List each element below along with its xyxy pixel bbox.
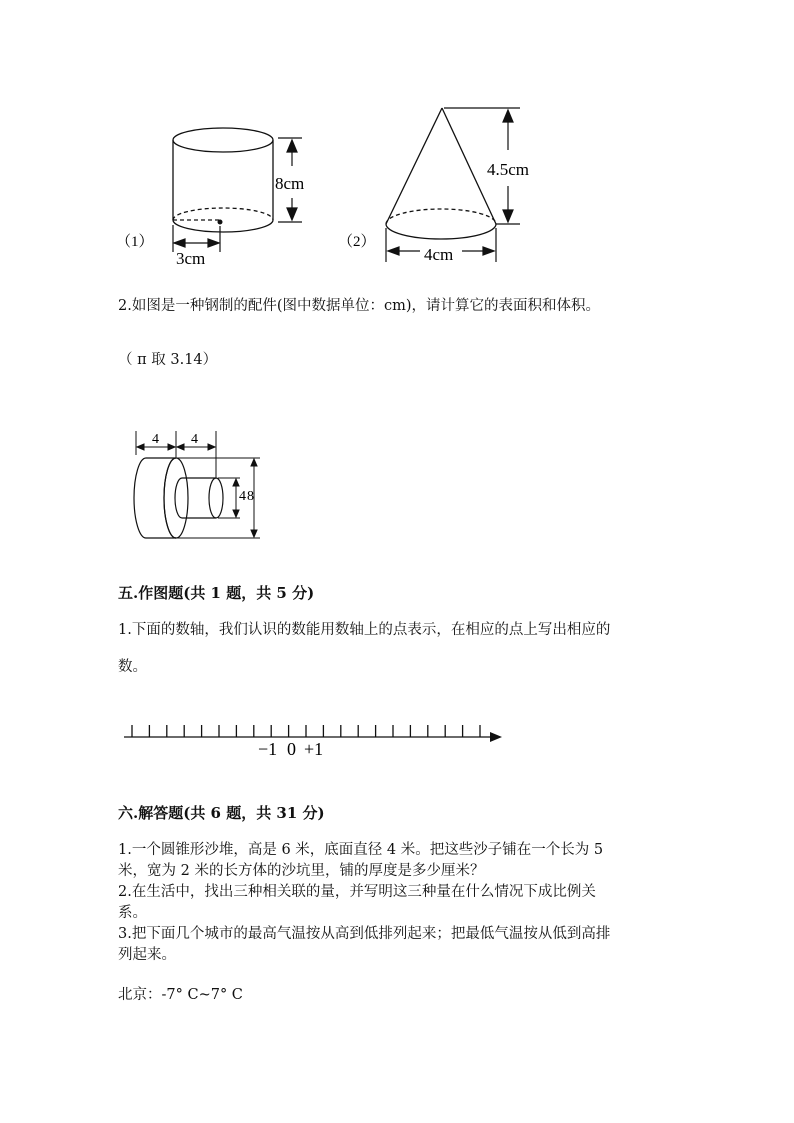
- length-left-label: 4: [152, 432, 159, 447]
- outer-diameter-label: 8: [247, 489, 254, 504]
- section-5-question-1-line-2: 数。: [118, 659, 147, 675]
- number-line: [118, 715, 508, 765]
- section-6-question-3-line-1: 3.把下面几个城市的最高气温按从高到低排列起来；把最低气温按从低到高排: [118, 926, 611, 942]
- cone-diameter-label: 4cm: [424, 245, 454, 264]
- section-5-question-1-line-1: 1.下面的数轴，我们认识的数能用数轴上的点表示，在相应的点上写出相应的: [118, 622, 611, 638]
- section-5-title: 五.作图题(共 1 题，共 5 分): [118, 584, 315, 602]
- cylinder-radius-dimension: [173, 225, 220, 252]
- question-2-pi-note: （ π 取 3.14）: [118, 352, 218, 368]
- steel-part-figure: [118, 425, 278, 545]
- number-line-arrow: [490, 732, 502, 742]
- inner-diameter-label: 4: [239, 489, 246, 504]
- axis-label-zero: 0: [287, 739, 296, 759]
- cylinder-radius-label: 3cm: [176, 249, 206, 268]
- figure-label-1: （1）: [116, 234, 154, 250]
- question-2-text: 2.如图是一种钢制的配件(图中数据单位：cm)，请计算它的表面积和体积。: [118, 298, 601, 314]
- cylinder-drawing: [173, 128, 273, 232]
- cone-height-label: 4.5cm: [487, 160, 530, 179]
- cylinder-center-dot: [218, 220, 223, 225]
- section-6-question-1-line-1: 1.一个圆锥形沙堆，高是 6 米，底面直径 4 米。把这些沙子铺在一个长为 5: [118, 842, 604, 858]
- section-6-question-1-line-2: 米，宽为 2 米的长方体的沙坑里，铺的厚度是多少厘米？: [118, 863, 485, 879]
- outer-cylinder-back: [134, 458, 146, 538]
- axis-label-minus-one: −1: [258, 739, 278, 759]
- cylinder-cone-figure: [110, 100, 550, 270]
- cone-drawing: [386, 108, 496, 239]
- length-right-label: 4: [191, 432, 198, 447]
- cylinder-height-label: 8cm: [275, 174, 305, 193]
- figure-label-2: （2）: [338, 234, 376, 250]
- axis-label-plus-one: +1: [304, 739, 324, 759]
- section-6-question-2-line-2: 系。: [118, 905, 147, 921]
- section-6-question-2-line-1: 2.在生活中，找出三种相关联的量，并写明这三种量在什么情况下成比例关: [118, 884, 596, 900]
- inner-cylinder: [175, 478, 182, 518]
- section-6-title: 六.解答题(共 6 题，共 31 分): [118, 804, 325, 822]
- beijing-temperature: 北京：-7° C~7° C: [118, 987, 243, 1003]
- section-6-question-3-line-2: 列起来。: [118, 947, 176, 963]
- length-dimensions: [136, 431, 216, 478]
